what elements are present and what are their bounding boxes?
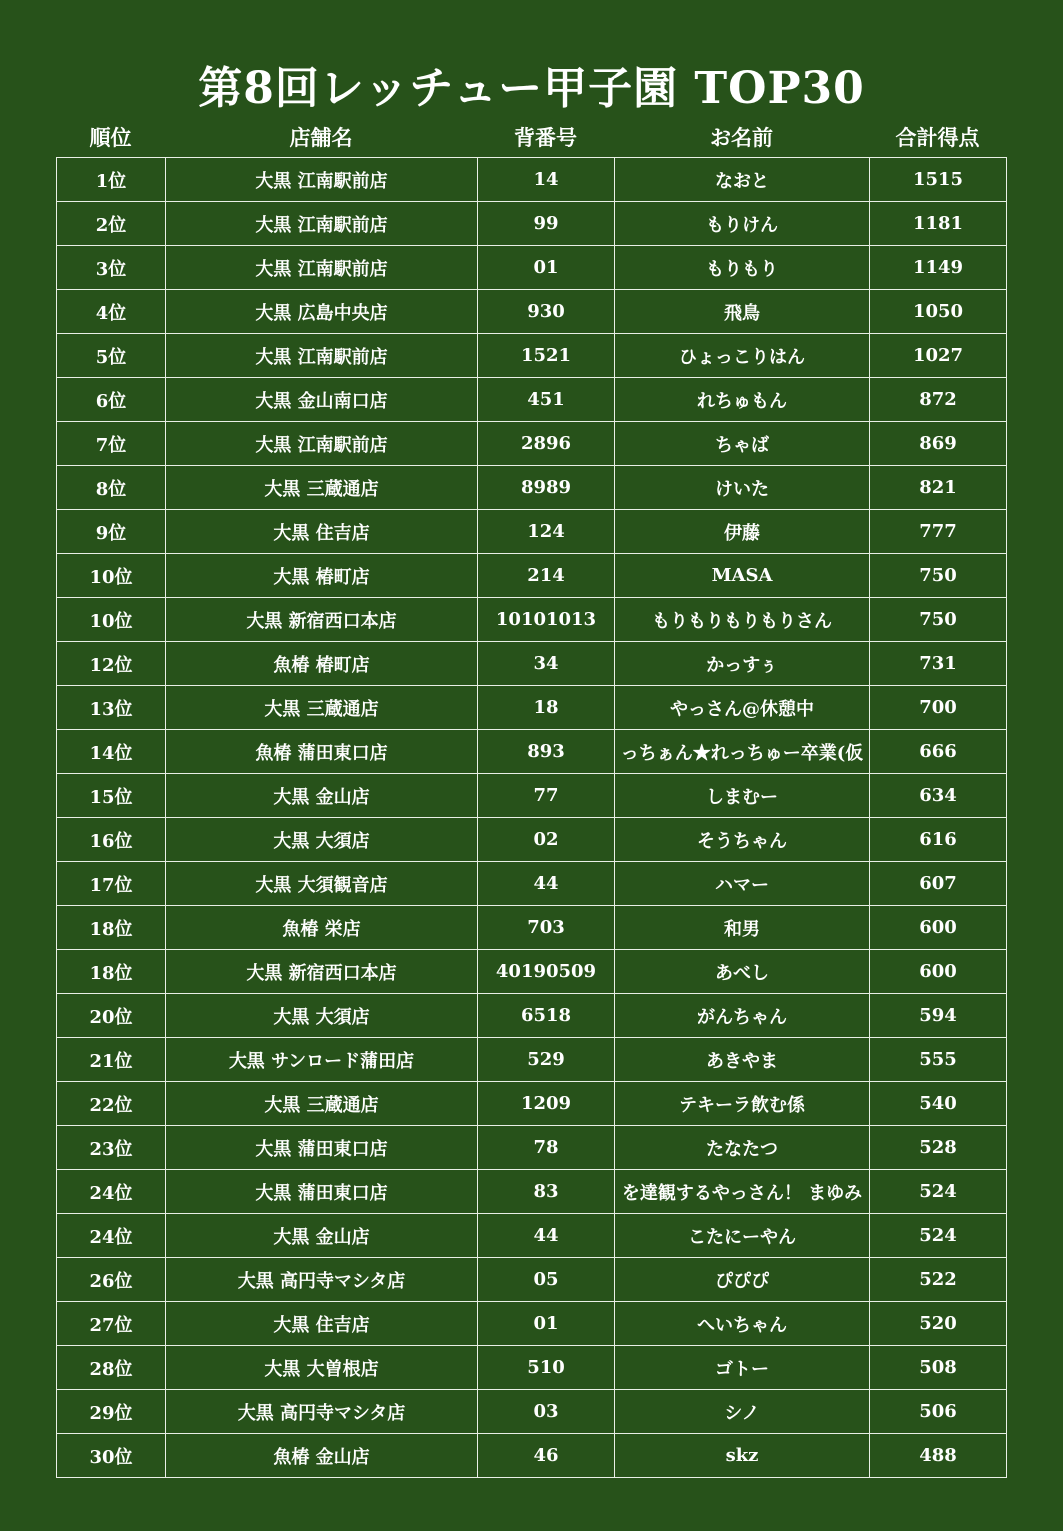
header-rank: 順位 <box>89 125 132 150</box>
number-cell: 18 <box>478 686 615 730</box>
rank-cell: 3位 <box>57 246 166 290</box>
name-cell: テキーラ飲む係 <box>615 1082 870 1126</box>
table-row <box>57 1302 1007 1346</box>
number-cell: 83 <box>478 1170 615 1214</box>
name-cell: れちゅもん <box>615 378 870 422</box>
store-cell: 大黒 江南駅前店 <box>166 334 478 378</box>
store-cell: 大黒 住吉店 <box>166 510 478 554</box>
rank-cell: 9位 <box>57 510 166 554</box>
score-cell: 616 <box>870 818 1007 862</box>
store-cell: 大黒 椿町店 <box>166 554 478 598</box>
name-cell: もりもりもりもりさん <box>615 598 870 642</box>
rank-cell: 7位 <box>57 422 166 466</box>
number-cell: 893 <box>478 730 615 774</box>
table-row <box>57 1434 1007 1478</box>
rank-cell: 30位 <box>57 1434 166 1478</box>
number-cell: 46 <box>478 1434 615 1478</box>
score-cell: 522 <box>870 1258 1007 1302</box>
store-cell: 魚椿 栄店 <box>166 906 478 950</box>
name-cell: へいちゃん <box>615 1302 870 1346</box>
store-cell: 大黒 高円寺マシタ店 <box>166 1258 478 1302</box>
rank-cell: 20位 <box>57 994 166 1038</box>
table-row <box>57 598 1007 642</box>
number-cell: 99 <box>478 202 615 246</box>
score-cell: 1181 <box>870 202 1007 246</box>
name-cell: やっさん@休憩中 <box>615 686 870 730</box>
name-cell: ゴトー <box>615 1346 870 1390</box>
score-cell: 520 <box>870 1302 1007 1346</box>
store-cell: 魚椿 蒲田東口店 <box>166 730 478 774</box>
page-title: 第8回レッチュー甲子園 TOP30 <box>198 63 865 114</box>
rank-cell: 24位 <box>57 1214 166 1258</box>
number-cell: 8989 <box>478 466 615 510</box>
score-cell: 528 <box>870 1126 1007 1170</box>
store-cell: 大黒 三蔵通店 <box>166 686 478 730</box>
store-cell: 大黒 サンロード蒲田店 <box>166 1038 478 1082</box>
rank-cell: 18位 <box>57 906 166 950</box>
header-store: 店舗名 <box>289 125 353 150</box>
table-row <box>57 862 1007 906</box>
rank-cell: 26位 <box>57 1258 166 1302</box>
store-cell: 大黒 高円寺マシタ店 <box>166 1390 478 1434</box>
table-row <box>57 818 1007 862</box>
table-row <box>57 202 1007 246</box>
score-cell: 1027 <box>870 334 1007 378</box>
score-cell: 540 <box>870 1082 1007 1126</box>
score-cell: 731 <box>870 642 1007 686</box>
store-cell: 大黒 金山店 <box>166 774 478 818</box>
score-cell: 508 <box>870 1346 1007 1390</box>
table-row <box>57 1346 1007 1390</box>
name-cell: あべし <box>615 950 870 994</box>
name-cell: 伊藤 <box>615 510 870 554</box>
rank-cell: 12位 <box>57 642 166 686</box>
header-score: 合計得点 <box>895 125 980 150</box>
store-cell: 大黒 金山南口店 <box>166 378 478 422</box>
store-cell: 大黒 大須店 <box>166 994 478 1038</box>
rank-cell: 14位 <box>57 730 166 774</box>
score-cell: 607 <box>870 862 1007 906</box>
name-cell: ちゃば <box>615 422 870 466</box>
name-cell: ハマー <box>615 862 870 906</box>
name-cell: ひょっこりはん <box>615 334 870 378</box>
score-cell: 750 <box>870 554 1007 598</box>
name-cell: たなたつ <box>615 1126 870 1170</box>
store-cell: 大黒 江南駅前店 <box>166 246 478 290</box>
name-cell: skz <box>615 1434 870 1478</box>
ranking-table-body <box>57 158 1007 1478</box>
score-cell: 594 <box>870 994 1007 1038</box>
score-cell: 600 <box>870 906 1007 950</box>
store-cell: 大黒 三蔵通店 <box>166 466 478 510</box>
rank-cell: 28位 <box>57 1346 166 1390</box>
table-row <box>57 290 1007 334</box>
store-cell: 大黒 新宿西口本店 <box>166 950 478 994</box>
score-cell: 872 <box>870 378 1007 422</box>
number-cell: 03 <box>478 1390 615 1434</box>
name-cell: かっすぅ <box>615 642 870 686</box>
store-cell: 大黒 江南駅前店 <box>166 158 478 202</box>
table-row <box>57 1258 1007 1302</box>
number-cell: 451 <box>478 378 615 422</box>
table-row <box>57 554 1007 598</box>
table-row <box>57 1214 1007 1258</box>
table-row <box>57 686 1007 730</box>
store-cell: 大黒 江南駅前店 <box>166 422 478 466</box>
name-cell: しまむー <box>615 774 870 818</box>
score-cell: 666 <box>870 730 1007 774</box>
number-cell: 214 <box>478 554 615 598</box>
table-row <box>57 378 1007 422</box>
rank-cell: 15位 <box>57 774 166 818</box>
rank-cell: 6位 <box>57 378 166 422</box>
number-cell: 10101013 <box>478 598 615 642</box>
score-cell: 777 <box>870 510 1007 554</box>
rank-cell: 22位 <box>57 1082 166 1126</box>
name-cell: そうちゃん <box>615 818 870 862</box>
name-cell: っちぁん★れっちゅー卒業(仮 <box>615 730 870 774</box>
number-cell: 01 <box>478 1302 615 1346</box>
number-cell: 02 <box>478 818 615 862</box>
name-cell: MASA <box>615 554 870 598</box>
table-row <box>57 1170 1007 1214</box>
number-cell: 124 <box>478 510 615 554</box>
score-cell: 821 <box>870 466 1007 510</box>
rank-cell: 27位 <box>57 1302 166 1346</box>
score-cell: 488 <box>870 1434 1007 1478</box>
rank-cell: 8位 <box>57 466 166 510</box>
name-cell: 飛鳥 <box>615 290 870 334</box>
number-cell: 01 <box>478 246 615 290</box>
table-row <box>57 1390 1007 1434</box>
name-cell: ぴぴぴ <box>615 1258 870 1302</box>
score-cell: 1149 <box>870 246 1007 290</box>
rank-cell: 16位 <box>57 818 166 862</box>
store-cell: 大黒 三蔵通店 <box>166 1082 478 1126</box>
rank-cell: 10位 <box>57 554 166 598</box>
table-row <box>57 510 1007 554</box>
number-cell: 1209 <box>478 1082 615 1126</box>
rank-cell: 5位 <box>57 334 166 378</box>
score-cell: 750 <box>870 598 1007 642</box>
name-cell: あきやま <box>615 1038 870 1082</box>
number-cell: 510 <box>478 1346 615 1390</box>
header-name: お名前 <box>710 125 773 150</box>
table-header <box>56 120 1006 156</box>
store-cell: 魚椿 金山店 <box>166 1434 478 1478</box>
table-row <box>57 1082 1007 1126</box>
rank-cell: 1位 <box>57 158 166 202</box>
store-cell: 大黒 金山店 <box>166 1214 478 1258</box>
name-cell: を達観するやっさん！ まゆみ <box>615 1170 870 1214</box>
name-cell: なおと <box>615 158 870 202</box>
store-cell: 大黒 住吉店 <box>166 1302 478 1346</box>
number-cell: 2896 <box>478 422 615 466</box>
rank-cell: 4位 <box>57 290 166 334</box>
rank-cell: 18位 <box>57 950 166 994</box>
rank-cell: 24位 <box>57 1170 166 1214</box>
table-row <box>57 466 1007 510</box>
store-cell: 大黒 新宿西口本店 <box>166 598 478 642</box>
rank-cell: 17位 <box>57 862 166 906</box>
table-row <box>57 334 1007 378</box>
rank-cell: 21位 <box>57 1038 166 1082</box>
name-cell: もりけん <box>615 202 870 246</box>
name-cell: シノ <box>615 1390 870 1434</box>
rank-cell: 2位 <box>57 202 166 246</box>
number-cell: 44 <box>478 1214 615 1258</box>
table-row <box>57 774 1007 818</box>
number-cell: 78 <box>478 1126 615 1170</box>
store-cell: 大黒 広島中央店 <box>166 290 478 334</box>
name-cell: 和男 <box>615 906 870 950</box>
store-cell: 大黒 蒲田東口店 <box>166 1126 478 1170</box>
number-cell: 05 <box>478 1258 615 1302</box>
number-cell: 44 <box>478 862 615 906</box>
score-cell: 634 <box>870 774 1007 818</box>
number-cell: 703 <box>478 906 615 950</box>
store-cell: 大黒 大須店 <box>166 818 478 862</box>
name-cell: こたにーやん <box>615 1214 870 1258</box>
table-row <box>57 730 1007 774</box>
table-row <box>57 1038 1007 1082</box>
name-cell: けいた <box>615 466 870 510</box>
store-cell: 大黒 大須観音店 <box>166 862 478 906</box>
table-row <box>57 246 1007 290</box>
score-cell: 506 <box>870 1390 1007 1434</box>
number-cell: 40190509 <box>478 950 615 994</box>
table-row <box>57 422 1007 466</box>
name-cell: もりもり <box>615 246 870 290</box>
store-cell: 大黒 蒲田東口店 <box>166 1170 478 1214</box>
score-cell: 524 <box>870 1170 1007 1214</box>
ranking-table <box>56 157 1007 1478</box>
table-row <box>57 1126 1007 1170</box>
score-cell: 1515 <box>870 158 1007 202</box>
score-cell: 555 <box>870 1038 1007 1082</box>
score-cell: 700 <box>870 686 1007 730</box>
number-cell: 930 <box>478 290 615 334</box>
table-row <box>57 158 1007 202</box>
store-cell: 大黒 大曽根店 <box>166 1346 478 1390</box>
number-cell: 1521 <box>478 334 615 378</box>
table-row <box>57 642 1007 686</box>
rank-cell: 23位 <box>57 1126 166 1170</box>
score-cell: 1050 <box>870 290 1007 334</box>
number-cell: 14 <box>478 158 615 202</box>
number-cell: 34 <box>478 642 615 686</box>
score-cell: 600 <box>870 950 1007 994</box>
header-number: 背番号 <box>514 125 577 150</box>
score-cell: 869 <box>870 422 1007 466</box>
number-cell: 6518 <box>478 994 615 1038</box>
name-cell: がんちゃん <box>615 994 870 1038</box>
number-cell: 77 <box>478 774 615 818</box>
rank-cell: 29位 <box>57 1390 166 1434</box>
rank-cell: 10位 <box>57 598 166 642</box>
store-cell: 魚椿 椿町店 <box>166 642 478 686</box>
store-cell: 大黒 江南駅前店 <box>166 202 478 246</box>
rank-cell: 13位 <box>57 686 166 730</box>
score-cell: 524 <box>870 1214 1007 1258</box>
number-cell: 529 <box>478 1038 615 1082</box>
table-row <box>57 994 1007 1038</box>
table-row <box>57 906 1007 950</box>
table-row <box>57 950 1007 994</box>
